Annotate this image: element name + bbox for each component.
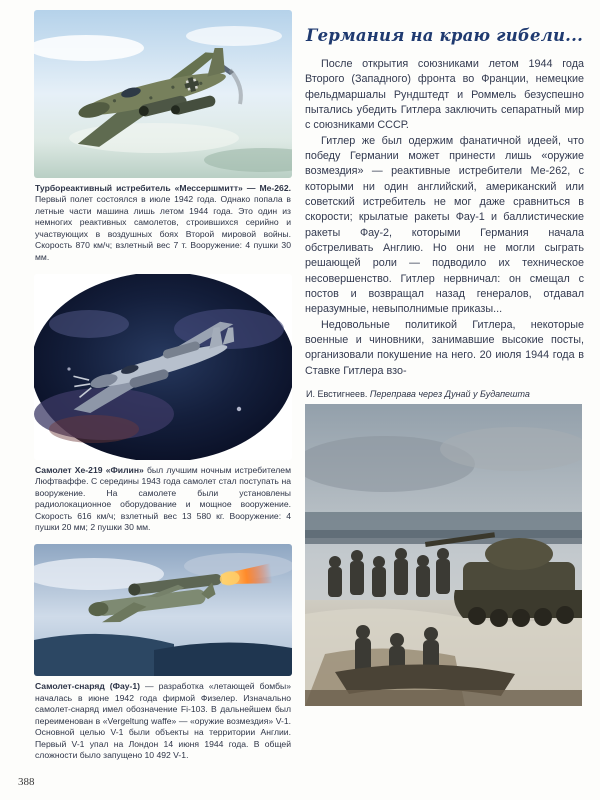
paragraph: Гитлер же был одержим фанатичной идеей, что победу Германии может принести лишь «оружие возмездия» — реактивные истребители Ме-262, с которыми ни один английский, американский или советский истребитель не мог даже сравниться в скорости; крылатые ракеты Фау-1 и баллистические ракеты Фау-2, которыми Германия начала обстреливать Англию. Но они не могли сыграть решающей роли — подводило их техническое несовершенство. Гитлер нервничал: он смещал с постов и возвращал назад генералов, отдавал неразумные, невыполнимые приказы...: [305, 134, 584, 316]
figure-caption-me262: [35, 183, 291, 263]
painting-crossing-danube: [305, 404, 582, 706]
v1-painting-icon: [34, 544, 292, 676]
me262-painting-icon: [34, 10, 292, 178]
caption-text: Первый полет состоялся в июле 1942 года. Однако попала в летные части машина лишь летом 1944 года. Это один из немногих реактивных самолетов, строившихся серийно и участвующих в воздушных боях Второй мировой войны. Скорость 870 км/ч; взлетный вес 7 т. Вооружение: 4 пушки 30 мм.: [35, 194, 291, 262]
page-number: 388: [18, 776, 35, 788]
figure-v1-illustration: [34, 544, 292, 676]
figure-caption-v1: [35, 681, 291, 761]
figure-caption-he219: [35, 465, 291, 534]
body-text: [305, 57, 584, 379]
left-column: [34, 10, 292, 790]
caption-lead: Самолет Хе-219 «Филин»: [35, 464, 144, 475]
caption-text: — разработка «летающей бомбы» началась в июне 1942 года фирмой Физелер. Изначально самолет-снаряд имел обозначение Fi-103. В дальнейшем был переименован в «Vergeltung waffe» — «оружие возмездия» V-1. Основной целью V-1 были объекты на территории Англии. Первый V-1 упал на Лондон 14 июня 1944 года. В общей сложности было запущено 10 492 V-1.: [35, 681, 291, 761]
figure-me262-illustration: [34, 10, 292, 178]
figure-he219-illustration: [34, 274, 292, 460]
painting-author: И. Евстигнеев.: [306, 388, 368, 399]
painting-caption: [306, 389, 584, 399]
paragraph: После открытия союзниками летом 1944 года Второго (Западного) фронта во Франции, немецкие фельдмаршалы Рундштедт и Роммель безуспешно пытались убедить Гитлера заключить сепаратный мир с союзниками СССР.: [305, 58, 584, 132]
caption-text: был лучшим ночным истребителем Люфтваффе. С середины 1943 года самолет стал поступать на вооружение. На самолете были установлены радиолокационное оборудование и мощное вооружение. Скорость 616 км/ч; взлетный вес 13 580 кг. Вооружение: 4 пушки 20 мм; 2 пушки 30 мм.: [35, 464, 291, 533]
painting-title: Переправа через Дунай у Будапешта: [369, 388, 530, 399]
caption-lead: Самолет-снаряд (Фау-1): [35, 681, 141, 692]
right-column: [305, 10, 584, 790]
he219-painting-icon: [34, 274, 292, 460]
war-painting-icon: [305, 404, 582, 706]
paragraph: Недовольные политикой Гитлера, некоторые военные и чиновники, занимавшие высокие посты, организовали покушение на него. 20 июля 1944 года в Ставке Гитлера взо-: [305, 318, 584, 377]
caption-lead: Турбореактивный истребитель «Мессершмитт» — Ме-262.: [35, 183, 291, 193]
page-title: Германия на краю гибели...: [305, 26, 584, 45]
